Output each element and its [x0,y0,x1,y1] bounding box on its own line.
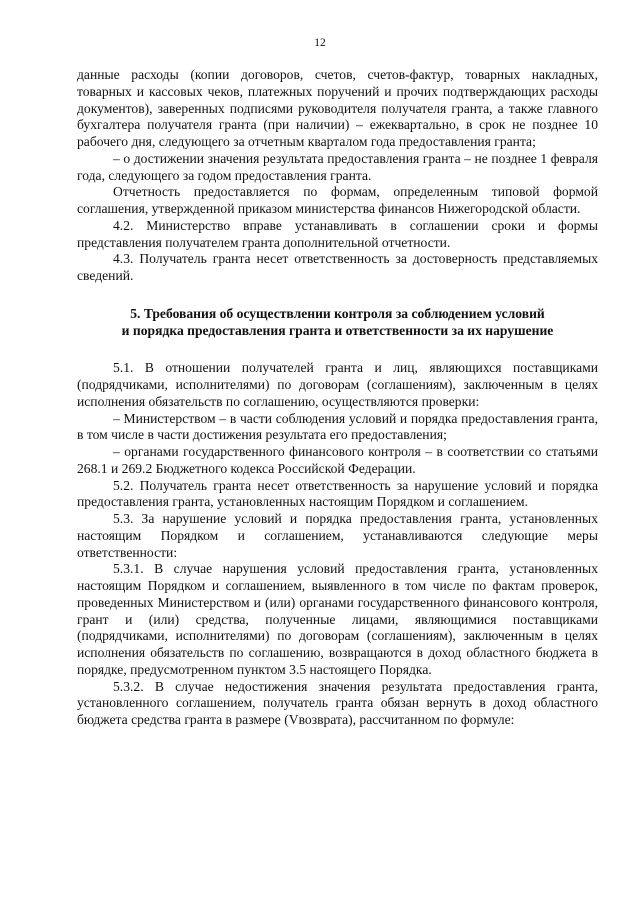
paragraph-5-2: 5.2. Получатель гранта несет ответственность за нарушение условий и порядка предоставления гранта, установленных настоящим Порядком и соглашением. [77,477,598,510]
paragraph-4-3: 4.3. Получатель гранта несет ответственность за достоверность представляемых сведений. [77,251,598,283]
paragraph-reporting-docs: данные расходы (копии договоров, счетов, счетов-фактур, товарных накладных, товарных и кассовых чеков, платежных поручений и прочих подтверждающих расходы документов), заверенных подписями руководителя получателя гранта, а также главного бухгалтера получателя гранта (при наличии) – ежеквартально, в срок не позднее 10 рабочего дня, следующего за отчетным кварталом года предоставления гранта; [77,67,598,149]
section-5-heading [77,306,598,340]
paragraph-report-forms: Отчетность предоставляется по формам, определенным типовой формой соглашения, утвержденной приказом министерства финансов Нижегородской области. [77,184,598,216]
section-heading-line-1: 5. Требования об осуществлении контроля за соблюдением условий [130,305,545,321]
paragraph-5-3: 5.3. За нарушение условий и порядка предоставления гранта, установленных настоящим Порядком и соглашением, устанавливаются следующие меры ответственности: [77,511,598,560]
page-number: 12 [314,37,326,49]
paragraph-5-3-1: 5.3.1. В случае нарушения условий предоставления гранта, установленных настоящим Порядком и соглашением, выявленного в том числе по фактам проверок, проведенных Министерством и (или) органами государственного финансового контроля, грант и (или) средства, полученные лицами, являющимися поставщиками (подрядчиками, исполнителями) по договорам (соглашениям), заключенным в целях исполнения обязательств по соглашению, возвращаются в доход областного бюджета в порядке, предусмотренном пунктом 3.5 настоящего Порядка. [77,561,598,677]
paragraph-4-2: 4.2. Министерство вправе устанавливать в соглашении сроки и формы представления получателем гранта дополнительной отчетности. [77,217,598,250]
paragraph-5-1: 5.1. В отношении получателей гранта и лиц, являющихся поставщиками (подрядчиками, исполнителями) по договорам (соглашениям), заключенным в целях исполнения обязательств по соглашению, осуществляются проверки: [77,360,598,409]
paragraph-result-report: – о достижении значения результата предоставления гранта – не позднее 1 февраля года, следующего за годом предоставления гранта. [77,150,598,183]
section-heading-line-2: и порядка предоставления гранта и ответственности за их нарушение [121,322,554,338]
paragraph-5-3-2: 5.3.2. В случае недостижения значения результата предоставления гранта, установленного соглашением, получатель гранта обязан вернуть в доход областного бюджета средства гранта в размере (Vвозврата), рассчитанном по формуле: [77,678,598,727]
paragraph-financial-control: – органами государственного финансового контроля – в соответствии со статьями 268.1 и 269.2 Бюджетного кодекса Российской Федерации. [77,444,598,476]
paragraph-ministry-checks: – Министерством – в части соблюдения условий и порядка предоставления гранта, в том числе в части достижения результата его предоставления; [77,410,598,443]
document-body [77,67,598,729]
